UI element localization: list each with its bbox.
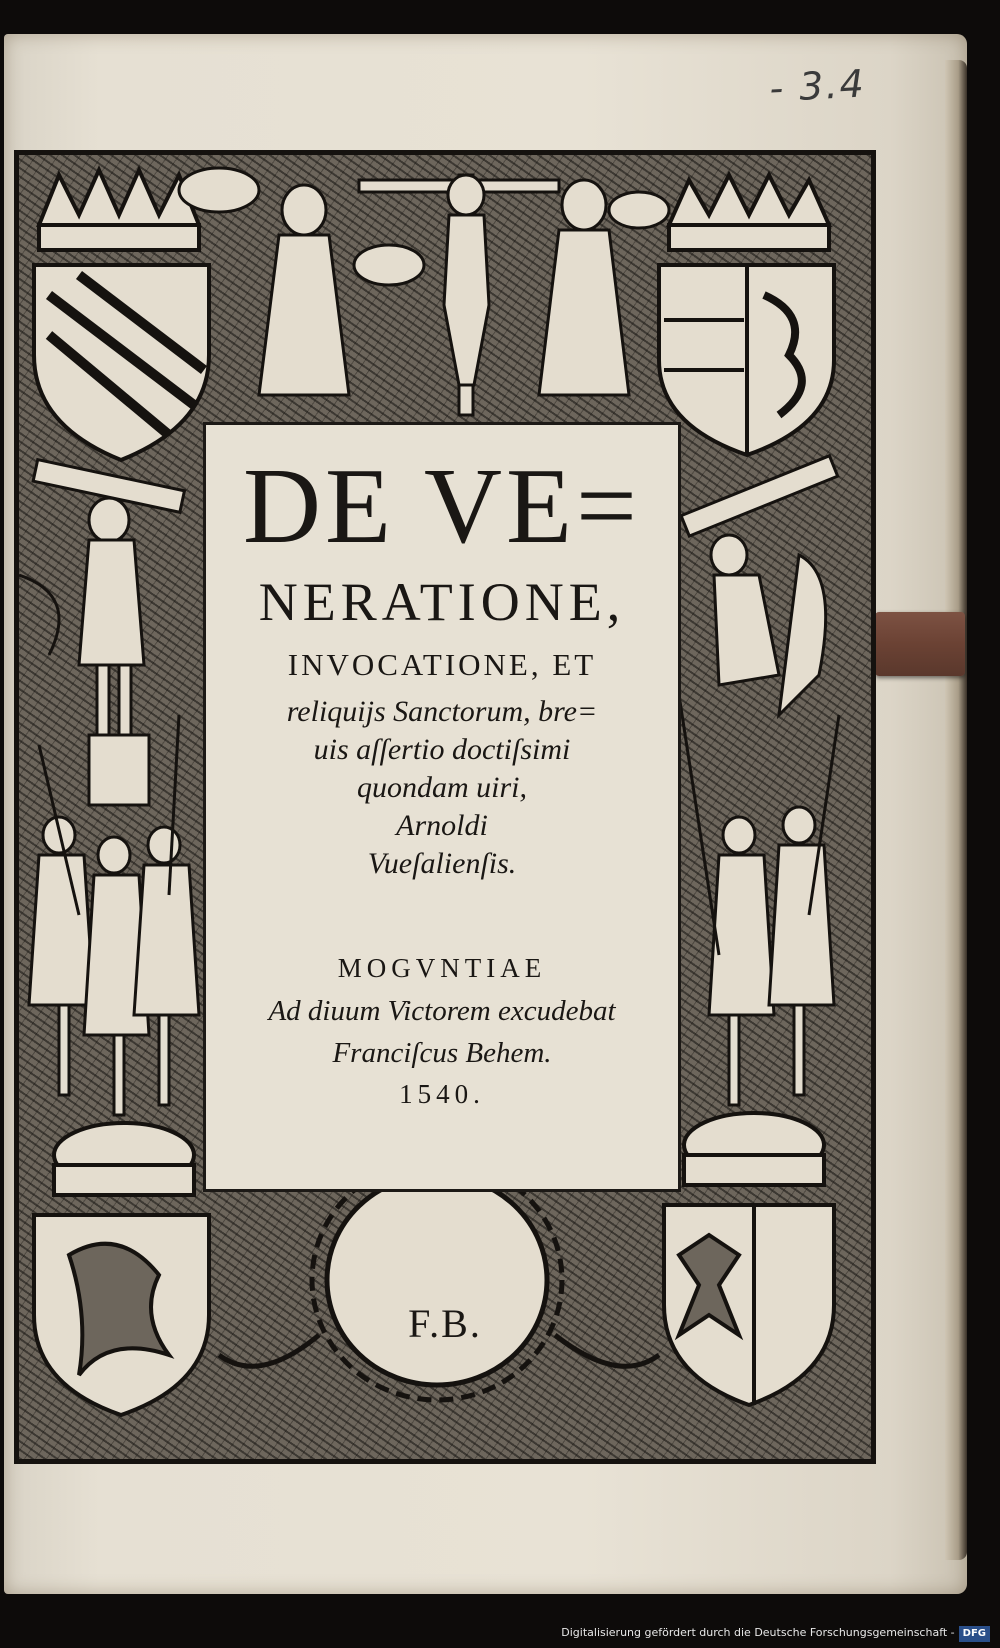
dfg-logo: DFG	[959, 1626, 990, 1642]
author-first-name: Arnoldi	[396, 809, 488, 842]
printer-monogram: F.B.	[408, 1301, 482, 1346]
funding-footer	[561, 1622, 990, 1644]
author-last-name: Vueſalienſis.	[367, 847, 517, 880]
title-line-1: DE VE=	[243, 447, 641, 566]
title-line-4: reliquijs Sanctorum, bre=	[286, 695, 598, 728]
leather-tab	[875, 612, 965, 676]
footer-text: Digitalisierung gefördert durch die Deutsche Forschungsgemeinschaft -	[561, 1626, 955, 1639]
imprint-place: MOGVNTIAE	[337, 953, 547, 983]
title-line-5: uis aſſertio doctiſsimi	[313, 733, 571, 766]
page-edge	[945, 60, 967, 1560]
crucifixion-scene	[179, 168, 669, 415]
martyrdom-scene-left	[19, 460, 199, 1115]
title-panel	[203, 422, 681, 1192]
crown-shield-bottom-right	[664, 1113, 834, 1405]
martyrdom-scene-right	[679, 456, 839, 1105]
imprint-year: 1540.	[399, 1079, 485, 1109]
crown-shield-top-left	[34, 170, 209, 460]
imprint-line-1: Ad diuum Victorem excudebat	[268, 995, 616, 1027]
crown-shield-bottom-left	[34, 1123, 209, 1415]
title-line-2: NERATIONE,	[258, 572, 626, 632]
crown-shield-top-right	[659, 175, 834, 455]
title-line-6: quondam uiri,	[356, 771, 527, 804]
imprint-printer: Franciſcus Behem.	[332, 1037, 552, 1069]
title-line-3: INVOCATIONE, ET	[287, 647, 597, 682]
handwritten-shelfmark: - 3.4	[768, 61, 867, 111]
